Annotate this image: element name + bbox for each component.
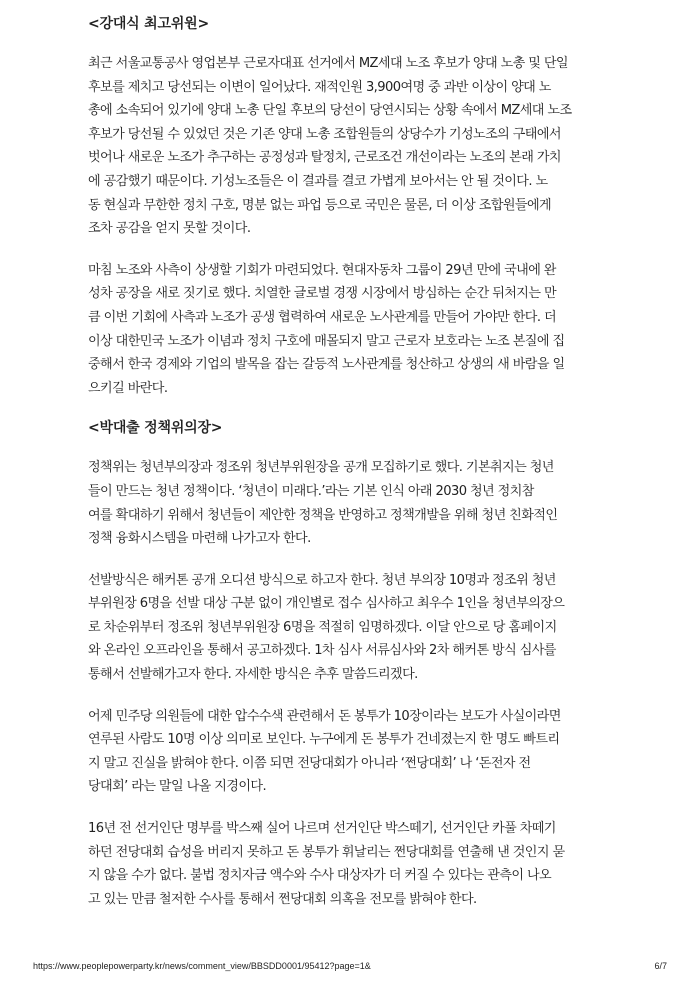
- document-body: [88, 14, 616, 929]
- text-line: 고 있는 만큼 철저한 수사를 통해서 쩐당대회 의혹을 전모를 밝혀야 한다.: [88, 891, 477, 907]
- text-line: 연루된 사람도 10명 이상 의미로 보인다. 누구에게 돈 봉투가 건네졌는지 한 명도 빠트리: [88, 732, 560, 748]
- paragraph: [88, 52, 616, 241]
- text-line: 통해서 선발해가고자 한다. 자세한 방식은 추후 말씀드리겠다.: [88, 667, 418, 683]
- text-line: 총에 소속되어 있기에 양대 노총 단일 후보의 당선이 당연시되는 상황 속에서 MZ세대 노조: [88, 103, 572, 119]
- page-number: 6/7: [654, 961, 667, 971]
- text-line: 으키길 바란다.: [88, 380, 168, 396]
- text-line: 동 현실과 무한한 정치 구호, 명분 없는 파업 등으로 국민은 물론, 더 이상 조합원들에게: [88, 197, 552, 213]
- footer-url: https://www.peoplepowerparty.kr/news/comment_view/BBSDD0001/95412?page=1&: [33, 961, 371, 971]
- text-line: 이상 대한민국 노조가 이념과 정치 구호에 매몰되지 말고 근로자 보호라는 노조 본질에 집: [88, 333, 565, 349]
- text-line: 정책위는 청년부의장과 정조위 청년부위원장을 공개 모집하기로 했다. 기본취지는 청년: [88, 460, 554, 476]
- text-line: 후보를 제치고 당선되는 이변이 일어났다. 재적인원 3,900여명 중 과반 이상이 양대 노: [88, 79, 551, 95]
- text-line: 들이 만드는 청년 정책이다. ‘청년이 미래다.’라는 기본 인식 아래 2030 청년 정치참: [88, 483, 534, 499]
- text-line: 마침 노조와 사측이 상생할 기회가 마련되었다. 현대자동차 그룹이 29년 만에 국내에 완: [88, 262, 556, 278]
- text-line: 로 차순위부터 정조위 청년부위원장 6명을 적절히 임명하겠다. 이달 안으로 당 홈페이지: [88, 619, 557, 635]
- section-heading-park: <박대출 정책위의장>: [88, 420, 223, 437]
- text-line: 16년 전 선거인단 명부를 박스째 실어 나르며 선거인단 박스떼기, 선거인단 카풀 차떼기: [88, 821, 556, 837]
- text-line: 어제 민주당 의원들에 대한 압수수색 관련해서 돈 봉투가 10장이라는 보도가 사실이라면: [88, 708, 561, 724]
- text-line: 후보가 당선될 수 있었던 것은 기존 양대 노총 조합원들의 상당수가 기성노조의 구태에서: [88, 126, 561, 142]
- text-line: 와 온라인 오프라인을 통해서 공고하겠다. 1차 심사 서류심사와 2차 해커톤 방식 심사를: [88, 643, 556, 659]
- paragraph: [88, 817, 616, 911]
- page-footer: [0, 961, 700, 973]
- paragraph: [88, 705, 616, 799]
- paragraph: [88, 259, 616, 401]
- text-line: 선발방식은 해커톤 공개 오디션 방식으로 하고자 한다. 청년 부의장 10명과 정조위 청년: [88, 572, 556, 588]
- text-line: 부위원장 6명을 선발 대상 구분 없이 개인별로 접수 심사하고 최우수 1인을 청년부의장으: [88, 596, 565, 612]
- text-line: 중해서 한국 경제와 기업의 발목을 잡는 갈등적 노사관계를 청산하고 상생의 새 바람을 일: [88, 357, 565, 373]
- text-line: 여를 확대하기 위해서 청년들이 제안한 정책을 반영하고 정책개발을 위해 청년 친화적인: [88, 507, 558, 523]
- text-line: 당대회’ 라는 말일 나올 지경이다.: [88, 779, 267, 795]
- text-line: 최근 서울교통공사 영업본부 근로자대표 선거에서 MZ세대 노조 후보가 양대 노총 및 단일: [88, 56, 568, 71]
- text-line: 정책 융화시스템을 마련해 나가고자 한다.: [88, 531, 311, 547]
- text-line: 큼 이번 기회에 사측과 노조가 공생 협력하여 새로운 노사관계를 만들어 가야만 한다. 더: [88, 309, 557, 325]
- text-line: 성차 공장을 새로 짓기로 했다. 치열한 글로벌 경쟁 시장에서 방심하는 순간 뒤처지는 만: [88, 286, 557, 302]
- text-line: 벗어나 새로운 노조가 추구하는 공정성과 탈정치, 근로조건 개선이라는 노조의 본래 가치: [88, 150, 561, 166]
- text-line: 조차 공감을 얻지 못할 것이다.: [88, 221, 251, 237]
- text-line: 지 말고 진실을 밝혀야 한다. 이쯤 되면 전당대회가 아니라 ‘쩐당대회’ 나 ‘돈전자 전: [88, 755, 531, 771]
- section-heading-kang: <강대식 최고위원>: [88, 16, 210, 32]
- paragraph: [88, 569, 616, 687]
- paragraph: [88, 456, 616, 550]
- text-line: 에 공감했기 때문이다. 기성노조들은 이 결과를 결코 가볍게 보아서는 안 될 것이다. 노: [88, 173, 548, 189]
- text-line: 하던 전당대회 습성을 버리지 못하고 돈 봉투가 휘날리는 쩐당대회를 연출해 낸 것인지 묻: [88, 844, 565, 860]
- text-line: 지 않을 수가 없다. 불법 정치자금 액수와 수사 대상자가 더 커질 수 있다는 관측이 나오: [88, 868, 552, 884]
